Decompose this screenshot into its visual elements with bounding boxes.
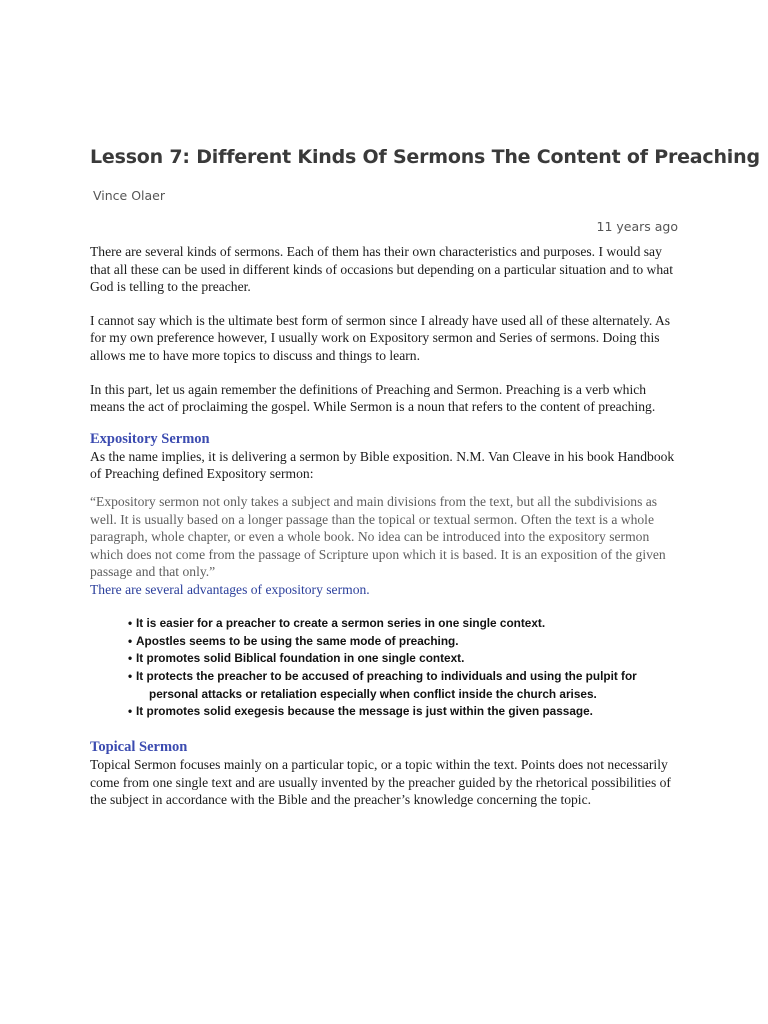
list-item xyxy=(128,633,678,651)
post-timestamp: 11 years ago xyxy=(596,219,678,234)
list-item-text: It promotes solid exegesis because the message is just within the given passage. xyxy=(136,704,593,719)
article-title: Lesson 7: Different Kinds Of Sermons The Content of Preaching xyxy=(90,146,760,168)
advantages-list xyxy=(90,615,678,721)
definitions-paragraph: In this part, let us again remember the definitions of Preaching and Sermon. Preaching is a verb which means the act of proclaiming the gospel. While Sermon is a noun that refers to the content of preaching. xyxy=(90,381,656,415)
preference-paragraph: I cannot say which is the ultimate best form of sermon since I already have used all of these alternately. As for my own preference however, I usually work on Expository sermon and Series of sermons. Doing this allows me to have more topics to discuss and things to learn. xyxy=(90,312,671,363)
bullet-icon: • xyxy=(128,669,133,684)
article xyxy=(90,146,760,809)
intro-paragraph: There are several kinds of sermons. Each of them has their own characteristics and purposes. I would say that all these can be used in different kinds of occasions but depending on a particular situation and to what God is telling to the preacher. xyxy=(90,244,673,295)
list-item xyxy=(128,650,678,668)
list-item-text: It promotes solid Biblical foundation in one single context. xyxy=(136,651,465,666)
list-item xyxy=(128,703,678,721)
bullet-icon: • xyxy=(128,615,133,630)
author-name[interactable]: Vince Olaer xyxy=(93,188,166,203)
topical-sermon-heading: Topical Sermon xyxy=(90,739,188,756)
list-item xyxy=(128,615,678,633)
expository-intro: As the name implies, it is delivering a sermon by Bible exposition. N.M. Van Cleave in his book Handbook of Preaching defined Expository sermon: xyxy=(90,448,675,482)
list-item-text: It is easier for a preacher to create a sermon series in one single context. xyxy=(136,615,546,630)
list-item-continuation: personal attacks or retaliation especially when conflict inside the church arises. xyxy=(149,686,597,701)
advantages-label: There are several advantages of expository sermon. xyxy=(90,581,370,597)
list-item-text: Apostles seems to be using the same mode of preaching. xyxy=(136,633,459,648)
bullet-icon: • xyxy=(128,633,133,648)
list-item-text: It protects the preacher to be accused of preaching to individuals and using the pulpit for xyxy=(136,669,637,684)
expository-quote: “Expository sermon not only takes a subject and main divisions from the text, but all the subdivisions as well. It is usually based on a longer passage than the topical or textual sermon. Often the text is a whole paragraph, whole chapter, or even a whole book. No idea can be introduced into the expository sermon which does not come from the passage of Scripture upon which it is based. It is an exposition of the given passage and that only.” xyxy=(90,493,666,580)
bullet-icon: • xyxy=(128,651,133,666)
bullet-icon: • xyxy=(128,704,133,719)
topical-paragraph: Topical Sermon focuses mainly on a particular topic, or a topic within the text. Points does not necessarily come from one single text and are usually invented by the preacher guided by the rhetorical possibilities of the subject in accordance with the Bible and the preacher’s knowledge concerning the topic. xyxy=(90,757,671,808)
expository-sermon-heading: Expository Sermon xyxy=(90,430,210,447)
list-item xyxy=(128,668,678,703)
